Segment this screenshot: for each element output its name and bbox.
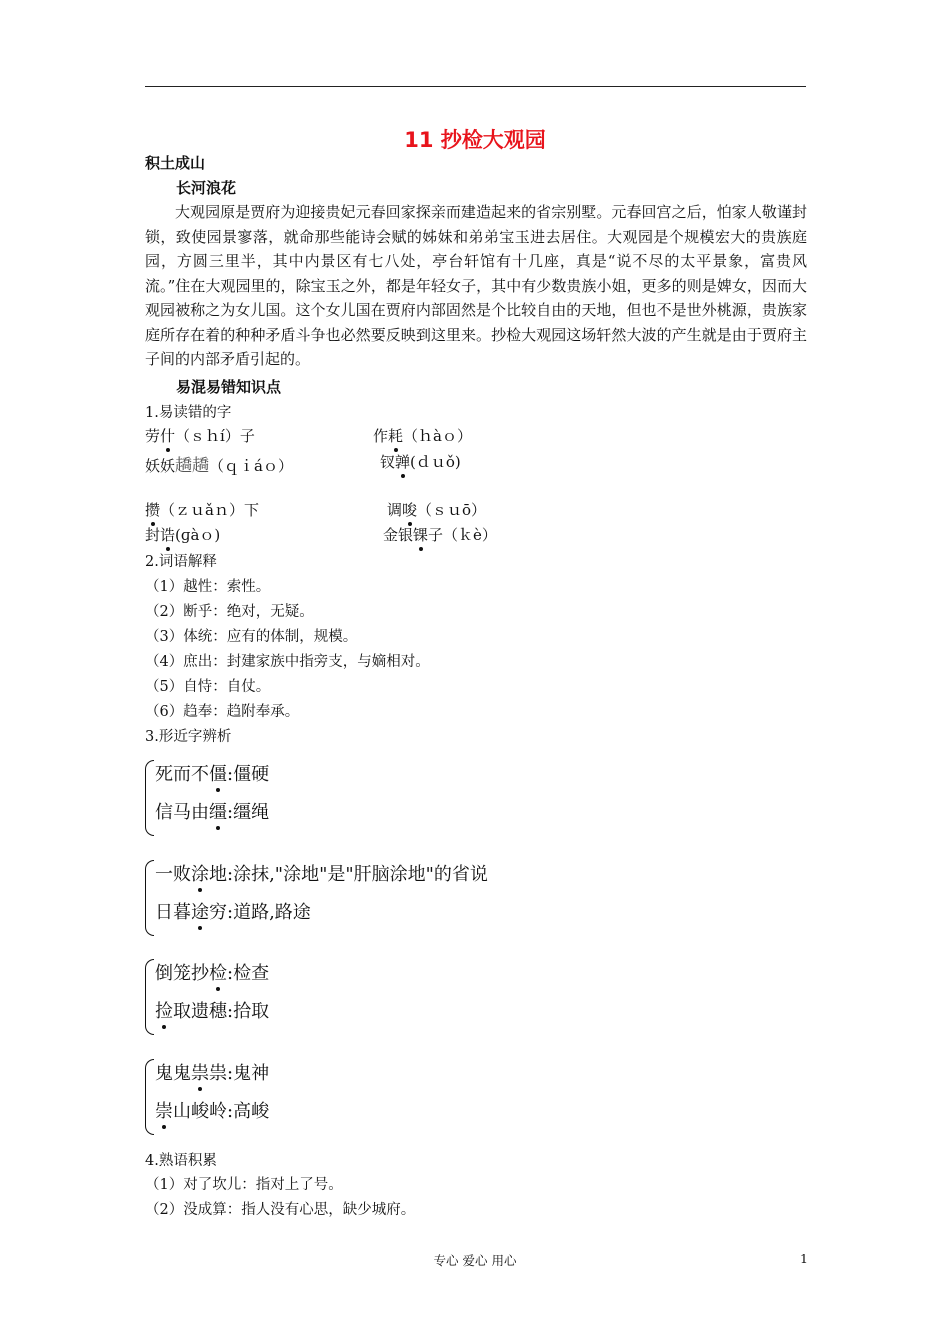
subsection-heading-2: 易混易错知识点 <box>176 378 282 396</box>
focus-char: 涂 <box>191 860 209 886</box>
definition-item: （5）自恃：自仗。 <box>145 679 271 695</box>
pron-prefix: 作 <box>373 427 389 445</box>
header-rule <box>145 86 806 87</box>
left-brace <box>145 959 154 1035</box>
left-brace <box>145 1059 154 1135</box>
idiom-item: （1）对了坎儿：指对上了号。 <box>145 1177 343 1193</box>
pron-suffix: （ｑｉáｏ） <box>209 457 293 475</box>
pron-item <box>387 499 486 520</box>
focus-char: 缰 <box>209 798 227 824</box>
group-line: 日暮途穷:道路,路途 <box>155 898 311 924</box>
definition-item: （2）断乎：绝对，无疑。 <box>145 604 314 620</box>
section-heading: 积土成山 <box>145 154 206 172</box>
pron-prefix: 劳 <box>145 427 161 445</box>
definition-item: （3）体统：应有的体制，规模。 <box>145 629 358 645</box>
focus-char: 捡 <box>155 997 173 1023</box>
definition-item: （1）越性：索性。 <box>145 579 271 595</box>
pron-char-image: 趫趫 <box>175 456 210 476</box>
pron-char: 唆 <box>402 501 418 519</box>
pron-char: 耗 <box>388 427 404 445</box>
group-line: 信马由缰:缰绳 <box>155 798 269 824</box>
pron-suffix: (ｄｕǒ) <box>410 453 461 471</box>
pron-item <box>145 499 259 520</box>
footer-motto: 专心 爱心 用心 <box>433 1253 517 1268</box>
pron-prefix: 钗 <box>380 453 396 471</box>
group-line: 捡取遗穗:拾取 <box>155 997 269 1023</box>
focus-char: 僵 <box>209 760 227 786</box>
focus-char: 检 <box>209 959 227 985</box>
intro-paragraph: 大观园原是贾府为迎接贵妃元春回家探亲而建造起来的省宗别墅。元春回宫之后，怕家人敬谨封锁，致使园景寥落，就命那些能诗会赋的姊妹和弟弟宝玉进去居住。大观园是个规模宏大的贵族庭园，方圆三里半，其中内景区有七八处，亭台轩馆有十几座，真是“说不尽的太平景象，富贵风流。”住在大观园里的，除宝玉之外，都是年轻女子，其中有少数贵族小姐，更多的则是婢女，因而大观园被称之为女儿国。这个女儿国在贾府内部固然是个比较自由的天地，但也不是世外桃源，贵族家庭所存在着的种种矛盾斗争也必然要反映到这里来。抄检大观园这场轩然大波的产生就是由于贾府主子间的内部矛盾引起的。 <box>145 203 807 368</box>
pron-suffix: （ｓｕō） <box>417 501 487 519</box>
group-line: 崇山峻岭:高峻 <box>155 1097 269 1123</box>
pron-item <box>380 451 461 472</box>
pron-item <box>373 425 472 446</box>
pron-item <box>145 451 293 476</box>
definition-item: （6）趋奉：趋附奉承。 <box>145 704 300 720</box>
intro-paragraph-block <box>145 200 807 372</box>
subsection-heading: 长河浪花 <box>176 179 237 197</box>
pron-prefix: 金银 <box>383 526 414 544</box>
heading-definitions: 2.词语解释 <box>145 554 217 570</box>
page-number: 1 <box>800 1251 808 1266</box>
pron-item <box>383 524 497 545</box>
pron-suffix: (ɡàｏ) <box>175 526 221 544</box>
group-line: 倒笼抄检:检查 <box>155 959 269 985</box>
pron-item <box>145 425 255 446</box>
idiom-item: （2）没成算：指人没有心思，缺少城府。 <box>145 1202 416 1218</box>
page-title: 11 抄检大观园 <box>404 128 546 152</box>
pron-suffix: （ｓｈí）子 <box>175 427 255 445</box>
left-brace <box>145 860 154 936</box>
group-line: 鬼鬼祟祟:鬼神 <box>155 1059 269 1085</box>
pron-suffix: 子（ｋè） <box>428 526 497 544</box>
group-line: 一败涂地:涂抹,"涂地"是"肝脑涂地"的省说 <box>155 860 488 886</box>
pron-char: 诰 <box>160 526 176 544</box>
pron-suffix: （ｚｕǎｎ）下 <box>160 501 259 519</box>
focus-char: 祟 <box>191 1059 209 1085</box>
heading-idioms: 4.熟语积累 <box>145 1153 217 1169</box>
pron-char: 亸 <box>395 453 411 471</box>
pron-item <box>145 524 220 545</box>
pron-char: 攒 <box>145 501 161 519</box>
pron-char: 锞 <box>413 526 429 544</box>
heading-similar-chars: 3.形近字辨析 <box>145 729 232 745</box>
heading-pronunciation: 1.易读错的字 <box>145 405 232 421</box>
pron-char: 什 <box>160 427 176 445</box>
pron-prefix: 封 <box>145 526 161 544</box>
pron-suffix: （ｈàｏ） <box>403 427 472 445</box>
group-line: 死而不僵:僵硬 <box>155 760 269 786</box>
focus-char: 崇 <box>155 1097 173 1123</box>
focus-char: 途 <box>191 898 209 924</box>
pron-prefix: 妖妖 <box>145 457 176 475</box>
definition-item: （4）庶出：封建家族中指旁支，与嫡相对。 <box>145 654 430 670</box>
left-brace <box>145 760 154 836</box>
pron-prefix: 调 <box>387 501 403 519</box>
